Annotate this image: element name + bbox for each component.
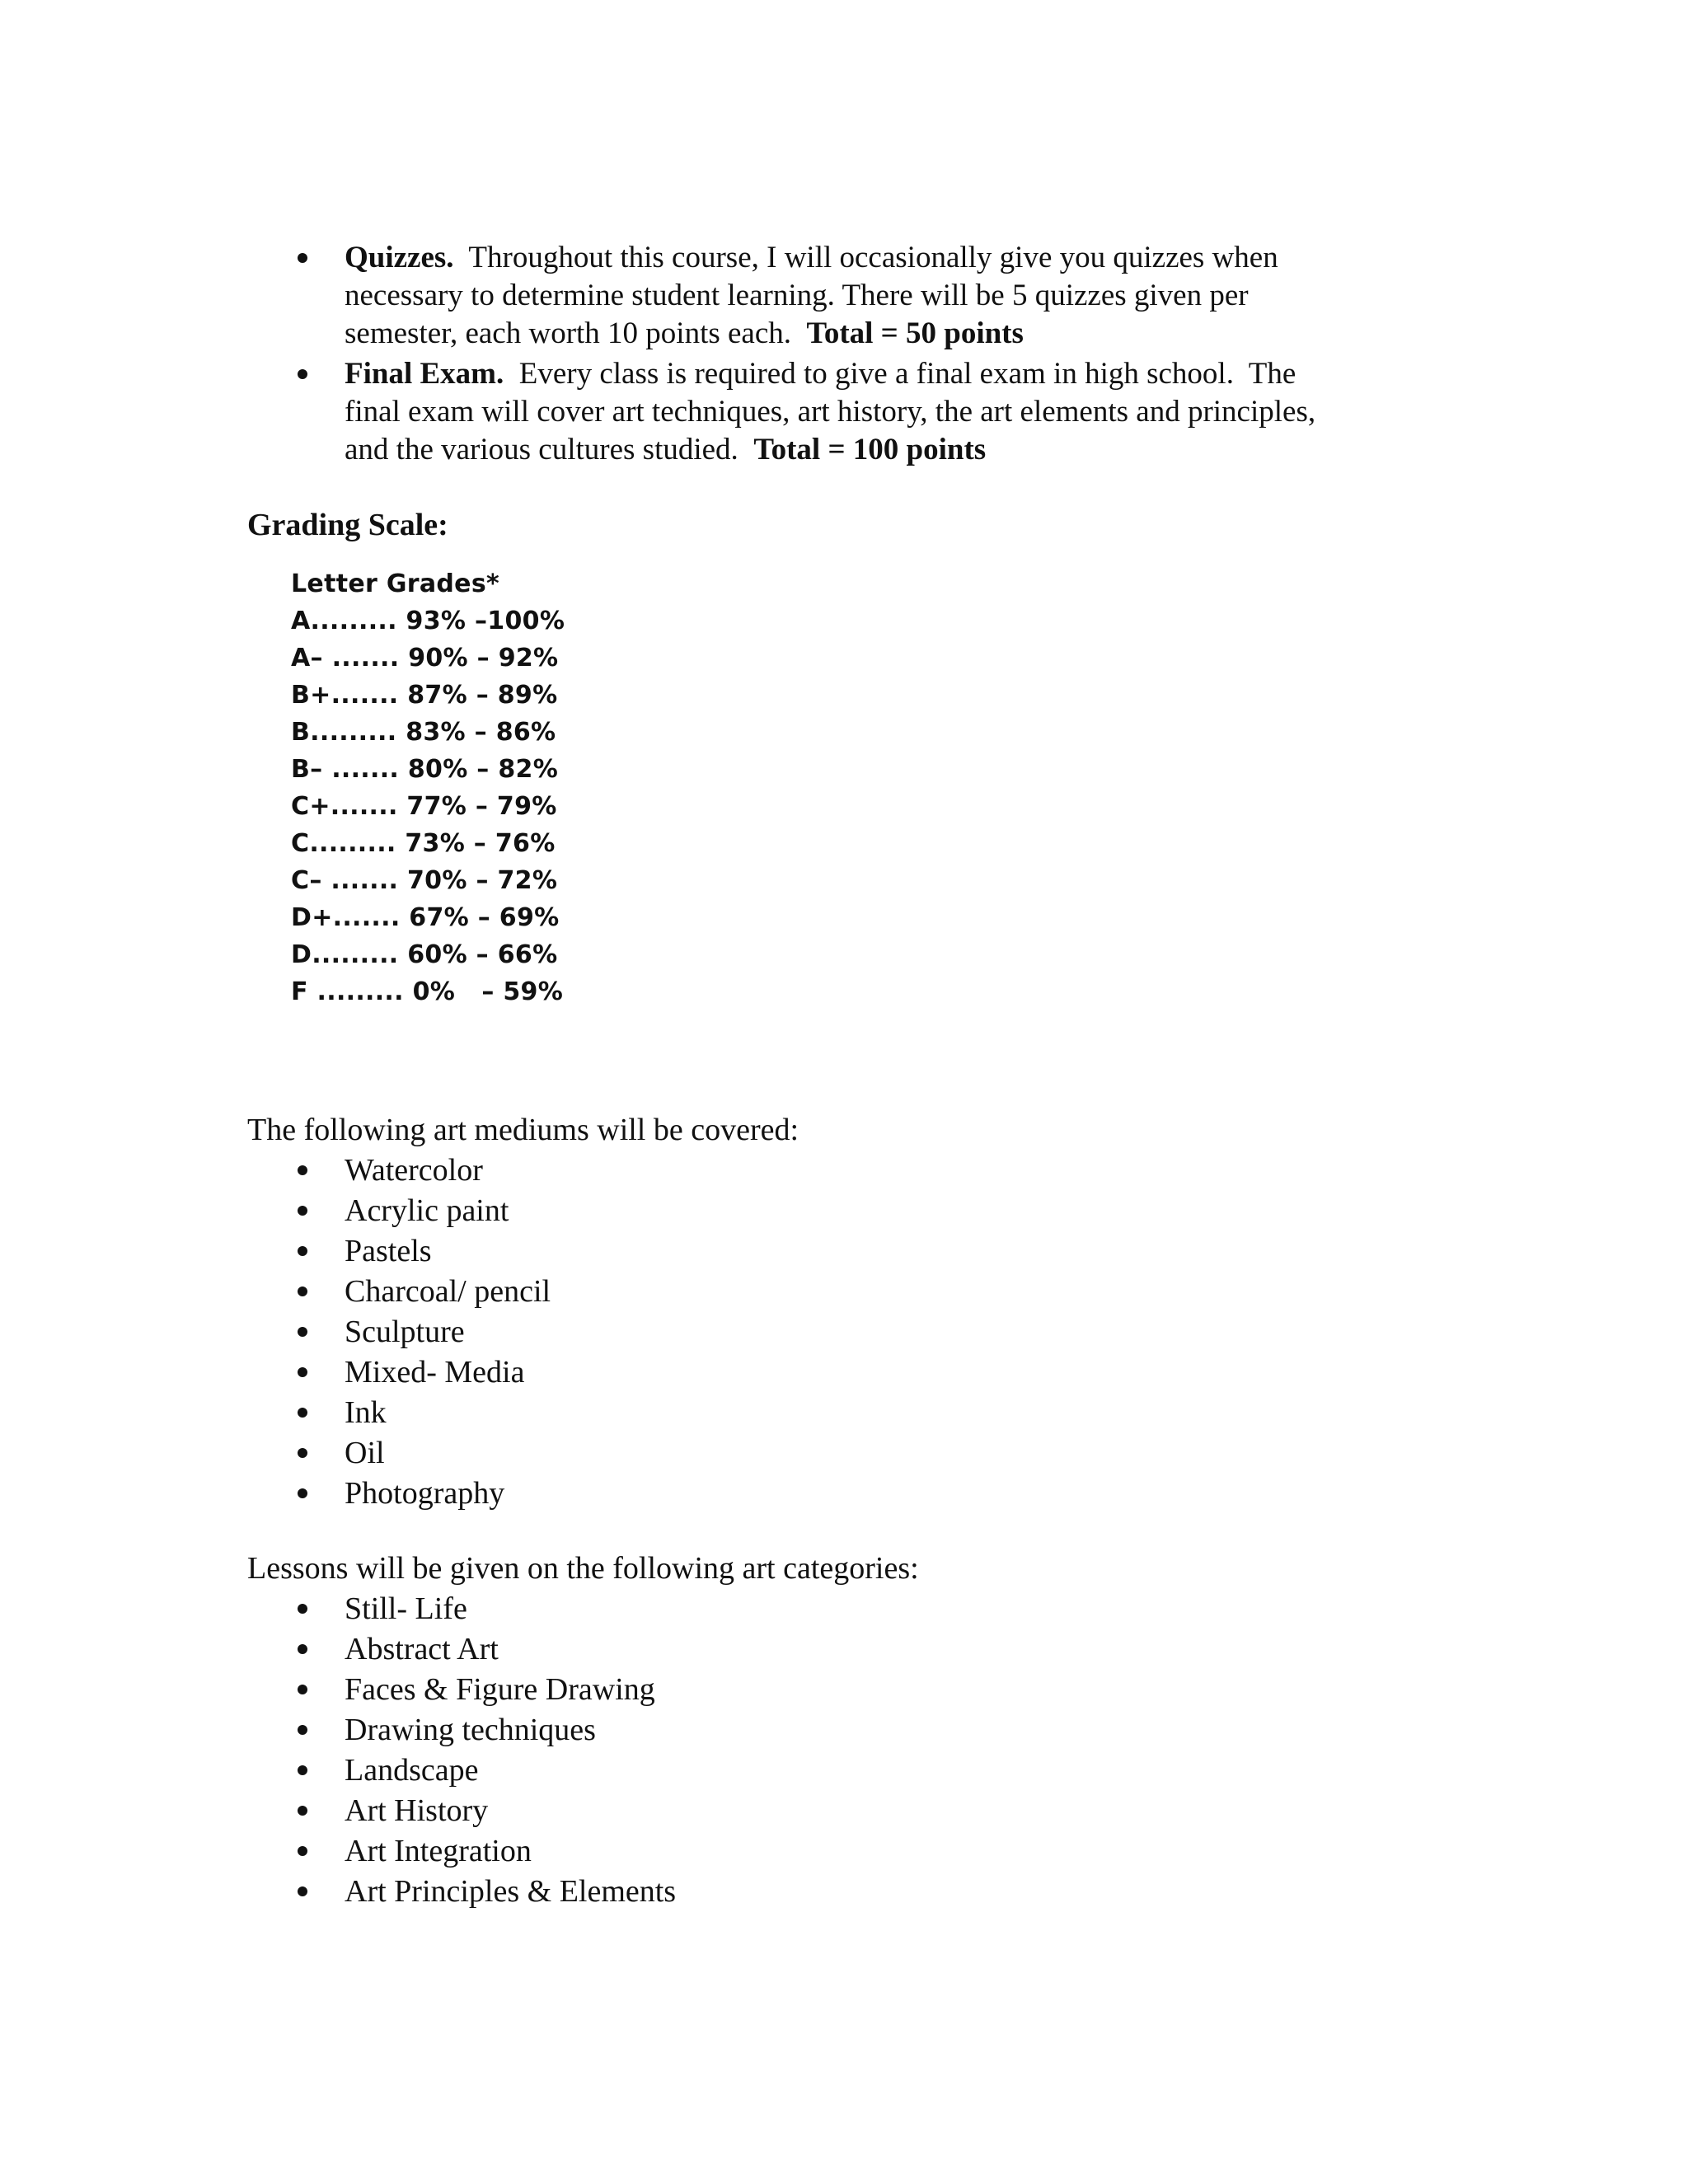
grade-leader-dots: ......... [310,607,397,635]
categories-intro: Lessons will be given on the following art categories: [247,1551,919,1586]
grade-letter: D [291,940,312,969]
medium-list-item: Acrylic paint [345,1193,509,1228]
grade-range: 67% – 69% [400,903,560,932]
grade-range: 60% – 66% [398,940,558,969]
grade-range: 73% – 76% [396,829,556,858]
category-list-item: Abstract Art [345,1632,499,1666]
category-list-item: Drawing techniques [345,1713,596,1747]
bullet-icon [298,1685,307,1694]
grade-row [291,640,565,677]
grade-row [291,936,565,973]
grade-row [291,973,565,1010]
grade-range: 93% –100% [396,607,565,635]
grade-letter: A– [291,644,332,673]
grade-leader-dots: ......... [316,977,404,1006]
bullet-icon [298,1644,307,1654]
grade-leader-dots: ....... [331,755,400,784]
grade-row [291,677,565,714]
bullet-icon [298,253,307,263]
grade-letter: B [291,718,311,747]
grade-letter: B– [291,755,332,784]
category-list-item: Landscape [345,1753,479,1788]
grade-range: 83% – 86% [396,718,556,747]
quizzes-label: Quizzes. [345,241,454,274]
grade-letter: C– [291,866,331,895]
category-list-item: Still- Life [345,1591,467,1626]
grade-letter: C [291,829,310,858]
grading-scale-heading: Grading Scale: [247,508,448,542]
bullet-icon [298,1604,307,1614]
grade-range: 87% – 89% [398,681,558,710]
grade-letter: F [291,977,317,1006]
medium-list-item: Oil [345,1436,385,1470]
bullet-icon [298,1448,307,1458]
grade-leader-dots: ....... [331,681,399,710]
bullet-icon [298,1286,307,1296]
mediums-intro: The following art mediums will be covered: [247,1113,799,1147]
bullet-icon [298,1165,307,1175]
bullet-icon [298,1765,307,1775]
grade-row [291,751,565,788]
category-list-item: Faces & Figure Drawing [345,1672,655,1707]
quizzes-total: Total = 50 points [806,316,1024,350]
medium-list-item: Photography [345,1476,505,1511]
final-exam-label: Final Exam. [345,357,504,391]
medium-list-item: Ink [345,1395,387,1430]
bullet-icon [298,1725,307,1735]
grade-row [291,788,565,825]
bullet-icon [298,1806,307,1816]
grade-range: 70% – 72% [398,866,558,895]
bullet-icon [298,1367,307,1377]
bullet-icon [298,1846,307,1856]
bullet-icon [298,1246,307,1256]
grade-letter: C+ [291,792,331,821]
bullet-icon [298,1886,307,1896]
grade-letter: D+ [291,903,333,932]
medium-list-item: Charcoal/ pencil [345,1274,551,1309]
letter-grades-title: Letter Grades* [291,569,499,598]
quizzes-paragraph: Quizzes. Throughout this course, I will occasionally give you quizzes when necessary to determine student learning. There will be 5 quizzes given per semester, each worth 10 points each. Total = 50 points [345,241,1278,350]
grade-leader-dots: ....... [331,644,400,673]
medium-list-item: Sculpture [345,1315,465,1349]
medium-list-item: Watercolor [345,1153,483,1188]
medium-list-item: Pastels [345,1234,432,1268]
letter-grades-table [291,565,565,1010]
bullet-icon [298,369,307,379]
bullet-icon [298,1327,307,1337]
category-list-item: Art History [345,1793,489,1828]
medium-list-item: Mixed- Media [345,1355,525,1390]
grade-letter: B+ [291,681,331,710]
grade-row [291,602,565,640]
grade-range: 0% – 59% [403,977,564,1006]
grade-row [291,825,565,862]
grade-row [291,899,565,936]
grade-row [291,714,565,751]
category-list-item: Art Integration [345,1834,532,1868]
grade-row [291,862,565,899]
grade-leader-dots: ......... [310,718,397,747]
bullet-icon [298,1488,307,1498]
final-exam-paragraph: Final Exam. Every class is required to give a final exam in high school. The final exam will cover art techniques, art history, the art elements and principles, and the various cultures studied. Total = 100 points [345,357,1316,466]
bullet-icon [298,1206,307,1216]
grade-leader-dots: ....... [330,792,398,821]
grade-letter: A [291,607,311,635]
final-exam-total: Total = 100 points [753,433,987,466]
grade-range: 80% – 82% [399,755,559,784]
grade-leader-dots: ......... [312,940,399,969]
bullet-icon [298,1408,307,1418]
grade-leader-dots: ....... [331,866,399,895]
grade-leader-dots: ......... [309,829,396,858]
category-list-item: Art Principles & Elements [345,1874,677,1909]
grade-leader-dots: ....... [332,903,401,932]
grade-range: 90% – 92% [399,644,559,673]
grade-range: 77% – 79% [397,792,557,821]
